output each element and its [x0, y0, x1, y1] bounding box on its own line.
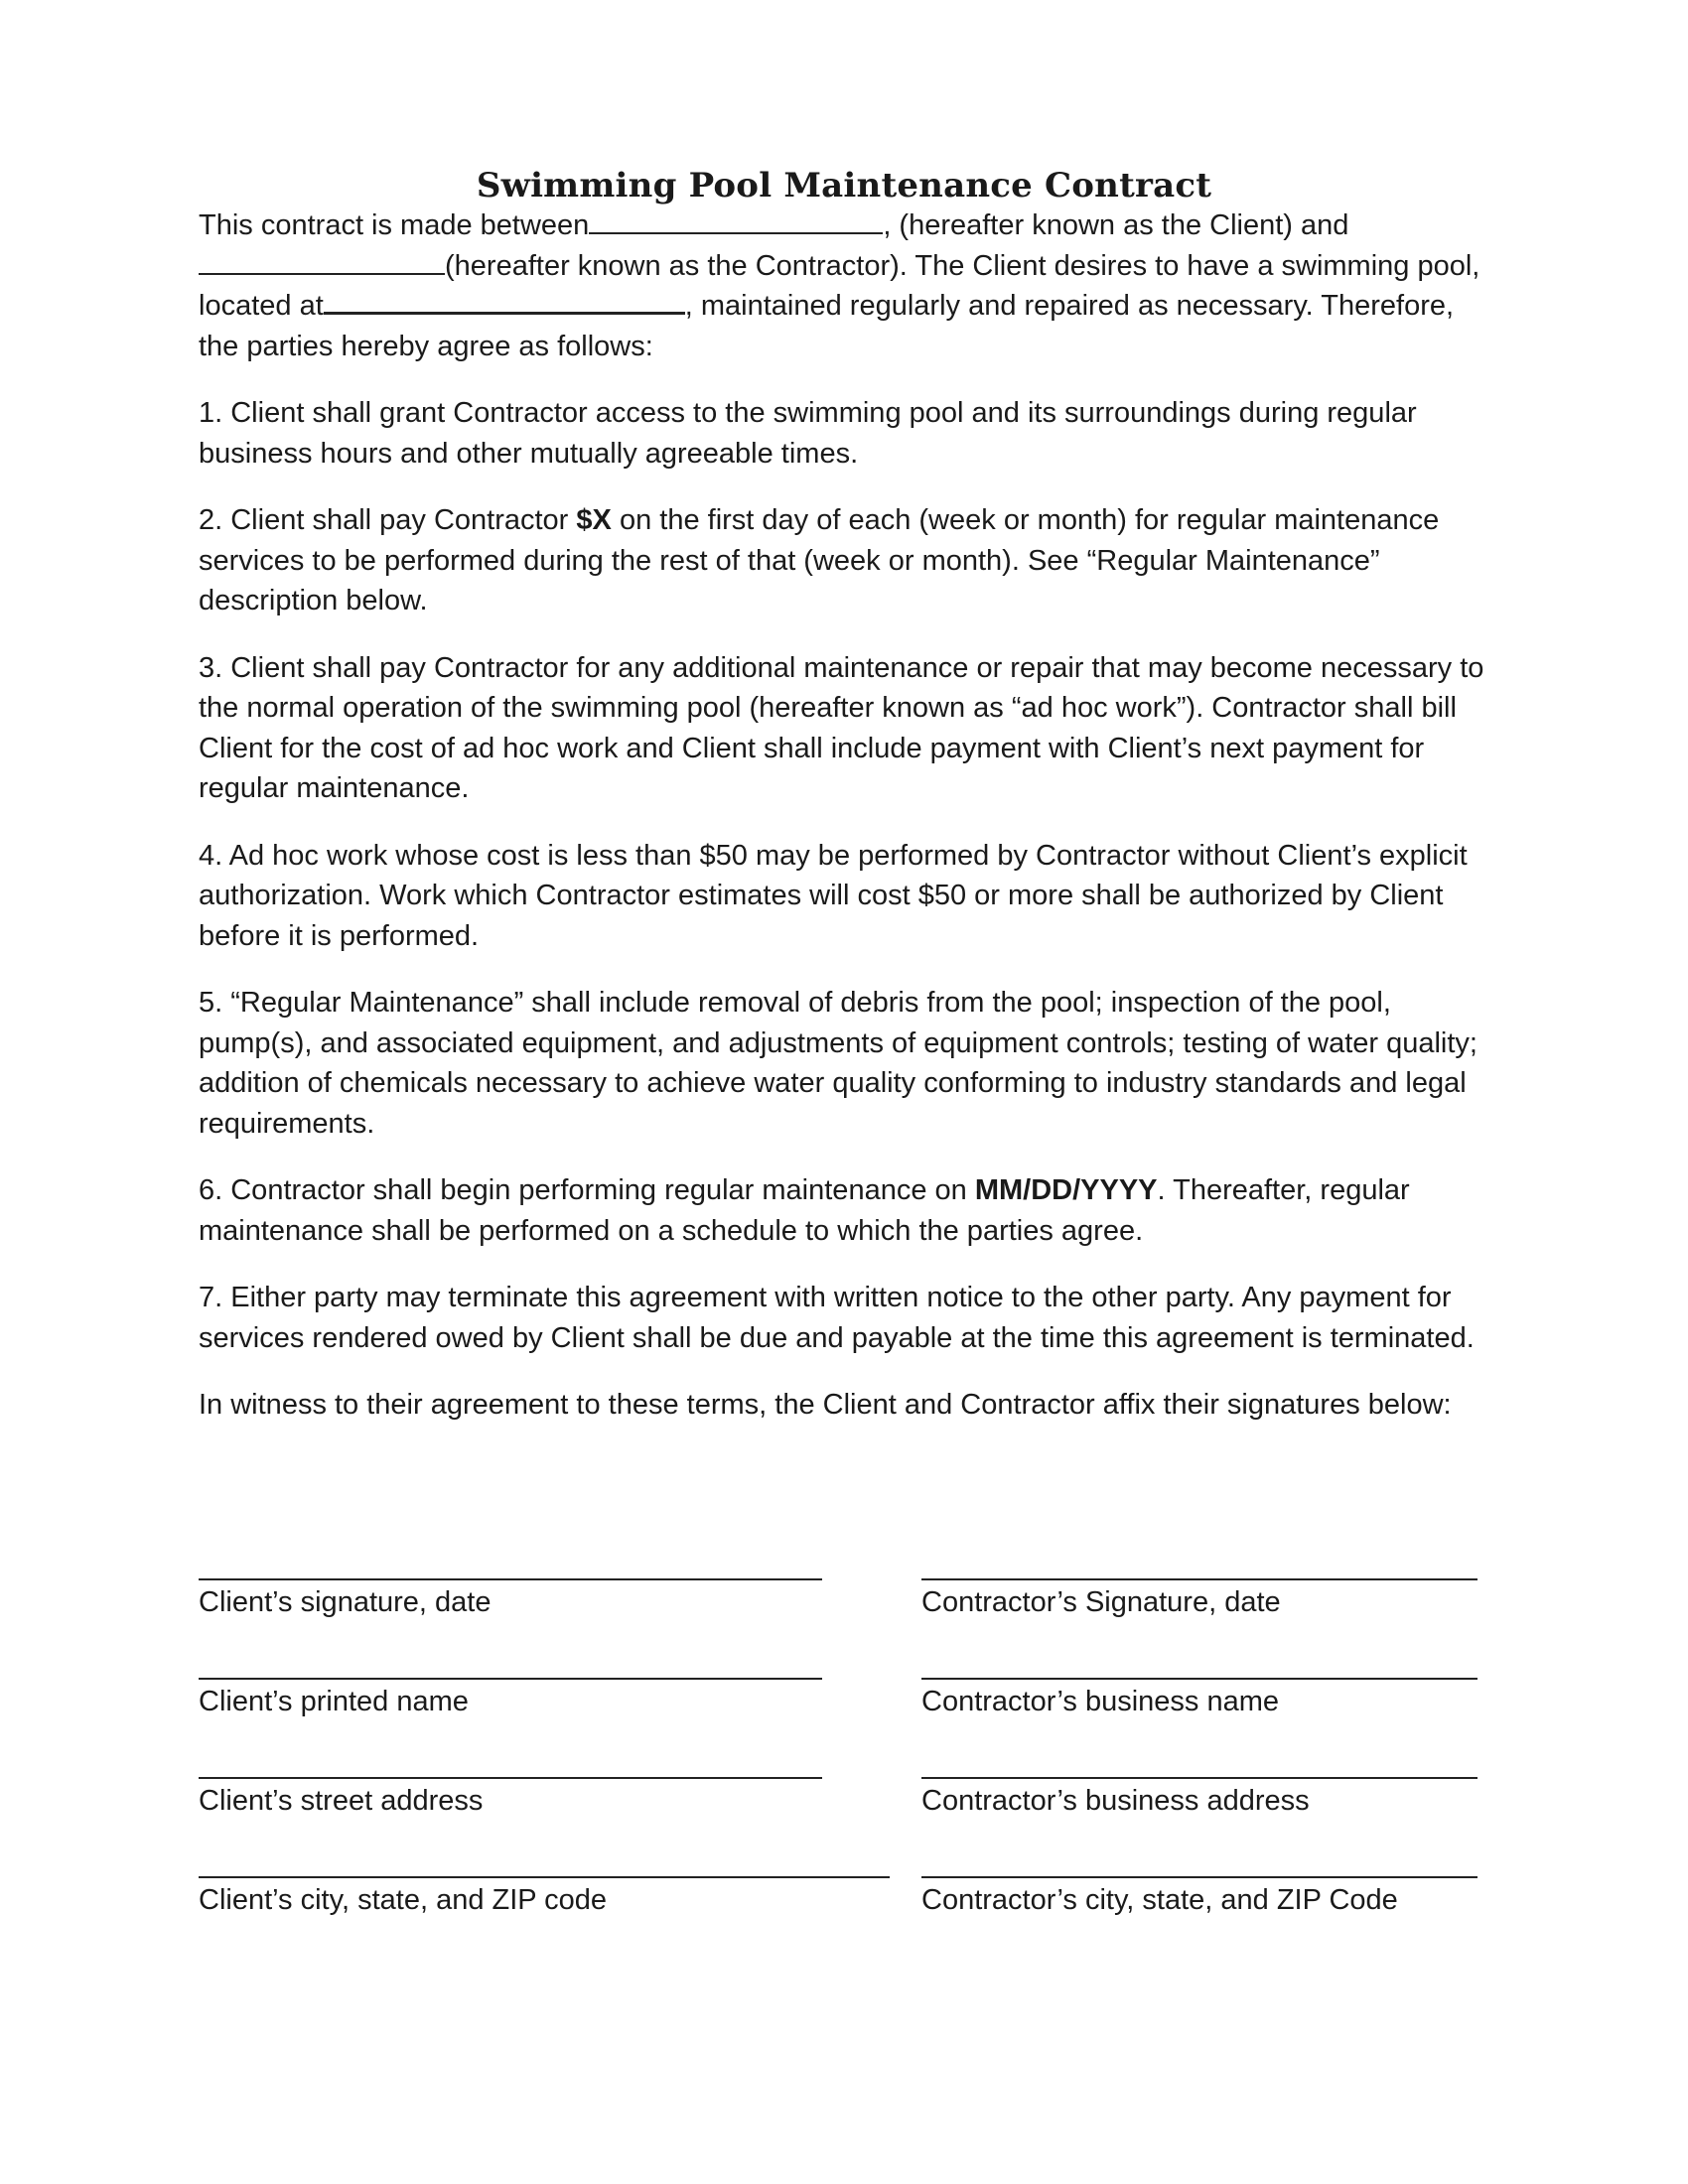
signature-row	[199, 1549, 1489, 1648]
contractor-name-label: Contractor’s business name	[921, 1686, 1279, 1717]
clause-2-text-b: on the first day of each (week or month) for regular maintenance services to be performed during the rest of that (week or month). See “Regular Maintenance” description below.	[199, 504, 1440, 616]
name-row	[199, 1648, 1489, 1747]
contractor-address-label: Contractor’s business address	[921, 1785, 1310, 1817]
client-city-label: Client’s city, state, and ZIP code	[199, 1884, 608, 1916]
client-name-label: Client’s printed name	[199, 1686, 469, 1717]
client-name-field	[199, 1648, 822, 1721]
client-name-line[interactable]	[199, 1648, 822, 1680]
clause-1: 1. Client shall grant Contractor access to the swimming pool and its surroundings during regular business hours and other mutually agreeable times.	[199, 397, 1417, 470]
pool-location-blank[interactable]	[324, 286, 685, 315]
contractor-city-label: Contractor’s city, state, and ZIP Code	[921, 1884, 1398, 1916]
witness-paragraph: In witness to their agreement to these terms, the Client and Contractor affix their signatures below:	[199, 1389, 1452, 1421]
intro-text-2: , (hereafter known as the Client) and	[883, 209, 1349, 241]
client-address-field	[199, 1747, 822, 1821]
address-row	[199, 1747, 1489, 1846]
contractor-city-line[interactable]	[921, 1846, 1477, 1878]
signature-block	[199, 1549, 1489, 1946]
clause-2	[199, 500, 1489, 621]
contractor-address-line[interactable]	[921, 1747, 1477, 1779]
intro-text-1: This contract is made between	[199, 209, 590, 241]
client-signature-field	[199, 1549, 822, 1622]
clause-6-text-a: 6. Contractor shall begin performing regular maintenance on	[199, 1174, 975, 1206]
intro-text-3: (hereafter known as the Contractor). The Client desires to have a swimming pool, located at	[199, 249, 1480, 322]
contractor-name-blank[interactable]	[199, 247, 445, 275]
client-address-label: Client’s street address	[199, 1785, 484, 1817]
contractor-address-field	[921, 1747, 1477, 1821]
client-signature-label: Client’s signature, date	[199, 1586, 492, 1618]
contractor-signature-line[interactable]	[921, 1549, 1477, 1580]
contractor-name-line[interactable]	[921, 1648, 1477, 1680]
page-title: Swimming Pool Maintenance Contract	[476, 166, 1212, 205]
clause-3: 3. Client shall pay Contractor for any additional maintenance or repair that may become necessary to the normal operation of the swimming pool (hereafter known as “ad hoc work”). Contractor shall bill Client for the cost of ad hoc work and Client shall include payment with Client’s next payment for regular maintenance.	[199, 651, 1484, 804]
city-row	[199, 1846, 1489, 1946]
contractor-city-field	[921, 1846, 1477, 1920]
client-signature-line[interactable]	[199, 1549, 822, 1580]
client-address-line[interactable]	[199, 1747, 822, 1779]
client-city-field	[199, 1846, 890, 1920]
clause-2-text-a: 2. Client shall pay Contractor	[199, 504, 577, 536]
contractor-name-field	[921, 1648, 1477, 1721]
contractor-signature-label: Contractor’s Signature, date	[921, 1586, 1281, 1618]
clause-6	[199, 1170, 1489, 1251]
contractor-signature-field	[921, 1549, 1477, 1622]
clause-4: 4. Ad hoc work whose cost is less than $50 may be performed by Contractor without Client’s explicit authorization. Work which Contractor estimates will cost $50 or more shall be authorized by Client before it is performed.	[199, 839, 1468, 952]
clause-6-text-b: . Thereafter, regular maintenance shall be performed on a schedule to which the parties agree.	[199, 1174, 1410, 1247]
client-name-blank[interactable]	[589, 206, 883, 234]
client-city-line[interactable]	[199, 1846, 890, 1878]
intro-paragraph	[199, 205, 1489, 366]
contract-document	[199, 159, 1489, 1452]
intro-text-4: , maintained regularly and repaired as necessary. Therefore, the parties hereby agree as follows:	[199, 290, 1455, 362]
start-date-placeholder: MM/DD/YYYY	[974, 1174, 1158, 1206]
payment-amount-placeholder: $X	[576, 504, 612, 536]
clause-5: 5. “Regular Maintenance” shall include removal of debris from the pool; inspection of the pool, pump(s), and associated equipment, and adjustments of equipment controls; testing of water quality; addition of chemicals necessary to achieve water quality conforming to industry standards and legal requirements.	[199, 987, 1477, 1140]
clause-7: 7. Either party may terminate this agreement with written notice to the other party. Any payment for services rendered owed by Client shall be due and payable at the time this agreement is terminated.	[199, 1282, 1475, 1354]
